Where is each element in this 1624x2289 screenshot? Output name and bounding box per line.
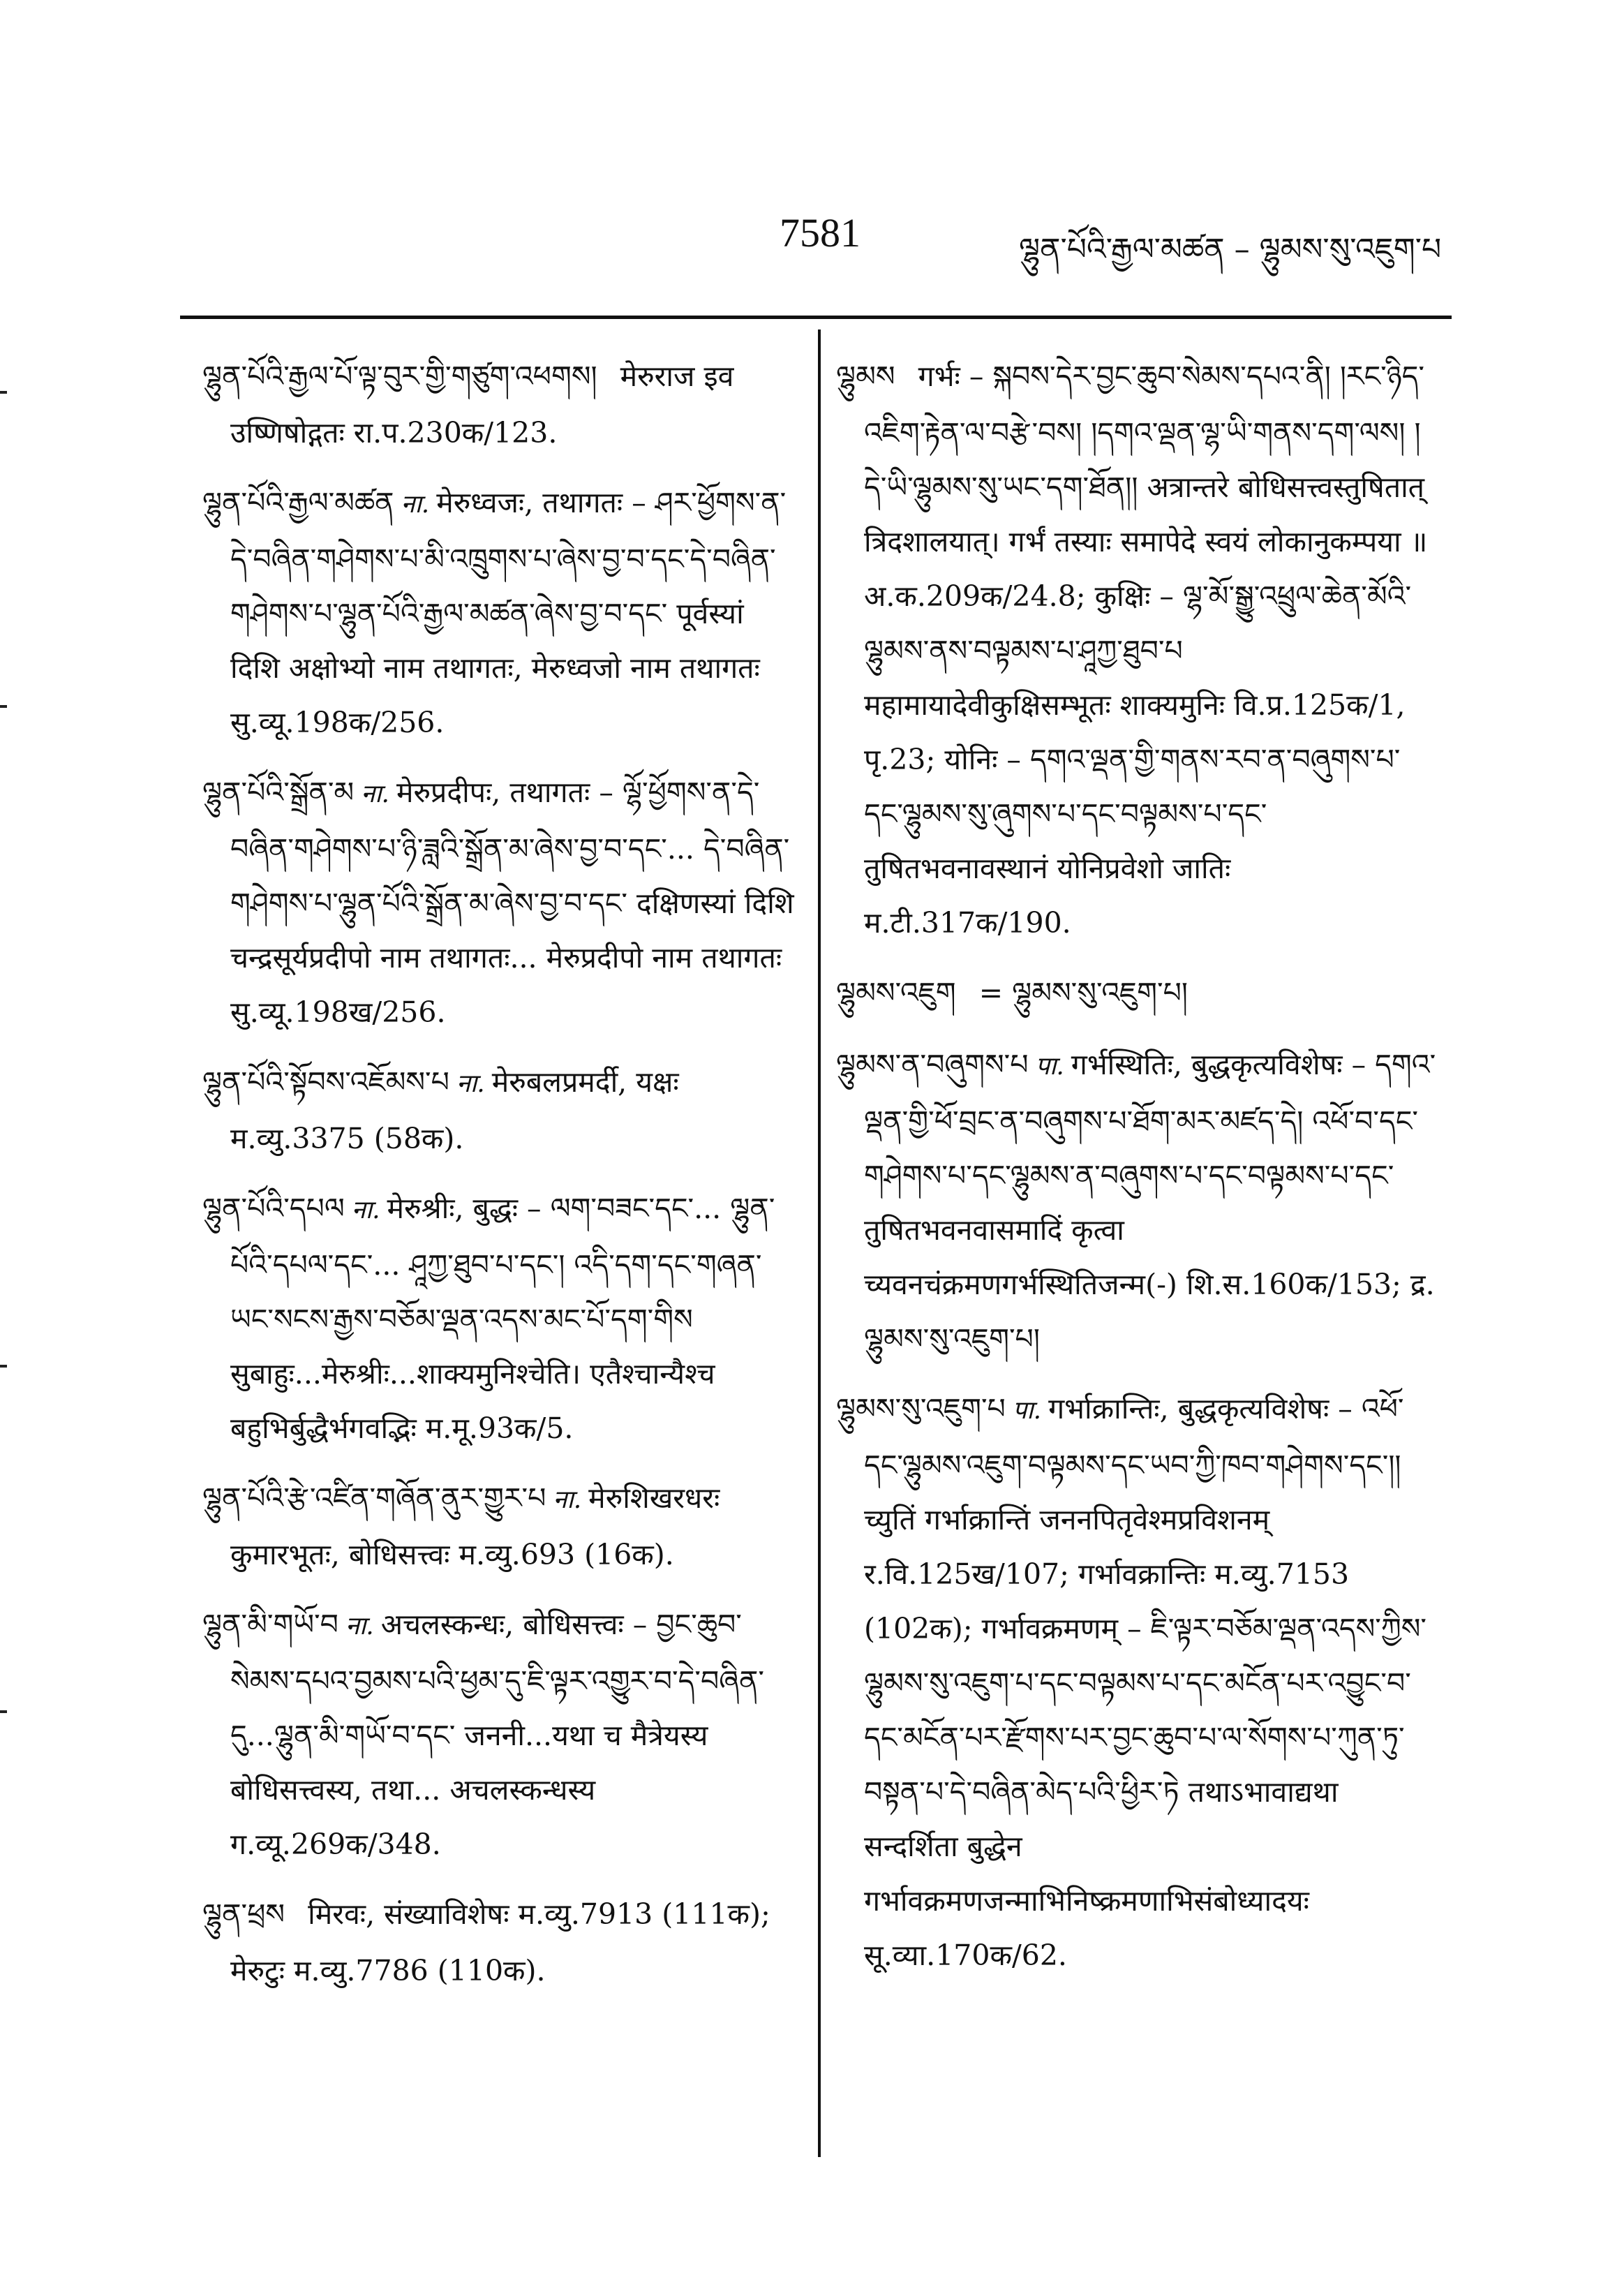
scan-edge-mark: [0, 1710, 7, 1713]
dictionary-entry: [202, 1181, 796, 1455]
entry-headword: ལྷུན་པོའི་སྟོབས་འཇོམས་པ: [202, 1065, 449, 1099]
entry-headword: ལྷུན་པོའི་རྩེ་འཛིན་གཞོན་ནུར་གྱུར་པ: [202, 1481, 546, 1515]
grammar-label: ना.: [345, 1612, 374, 1640]
grammar-label: ना.: [553, 1486, 582, 1514]
dictionary-entry: [202, 349, 796, 460]
entry-headword: ལྷུན་མི་གཡོ་བ: [202, 1608, 338, 1641]
column-divider: [818, 329, 821, 2157]
entry-headword: ལྷུན་པོའི་སྒྲོན་མ: [202, 776, 355, 809]
entry-headword: ལྷུམས་འཇུག: [836, 976, 956, 1009]
entry-headword: ལྷུན་པོའི་རྒྱལ་མཚན: [202, 486, 394, 519]
grammar-label: ना.: [456, 1069, 485, 1098]
dictionary-entry: [202, 475, 796, 750]
entry-headword: ལྷུན་པོའི་རྒྱལ་པོ་ལྟ་བུར་གྱི་གཙུག་འཕགས།: [202, 360, 597, 393]
dictionary-entry: [202, 1055, 796, 1166]
entry-body: गर्भाक्रान्तिः, बुद्धकृत्यविशेषः – འཕོ་དང་ལྷུམས་འཇུག་བལྟམས་དང་ཡབ་ཀྱི་ཁབ་གཤེགས་དང་།། च्युतिं गर्भाक्रान्तिं जननपितृवेश्मप्रविशनम् र.वि.125ख/107; गर्भावक्रान्तिः म.व्यु.7153 (102क); गर्भावक्रमणम् – ཇི་ལྟར་བཅོམ་ལྡན་འདས་ཀྱིས་ལྷུམས་སུ་འཇུག་པ་དང་བལྟམས་པ་དང་མངོན་པར་འབྱུང་བ་དང་མངོན་པར་རྫོགས་པར་བྱང་ཆུབ་པ་ལ་སོགས་པ་ཀུན་ཏུ་བསྟན་པ་དེ་བཞིན་མེད་པའི་ཕྱིར་ཏེ तथाऽभावाद्यथा सन्दर्शिता बुद्धेन गर्भावक्रमणजन्माभिनिष्क्रमणाभिसंबोध्यादयः सू.व्या.170क/62.: [864, 1392, 1427, 1972]
entry-body: मेरुबलप्रमर्दी, यक्षः म.व्यु.3375 (58क).: [230, 1065, 679, 1155]
entry-body: मेरुशिखरधरः कुमारभूतः, बोधिसत्त्वः म.व्यु.693 (16क).: [230, 1481, 720, 1571]
grammar-label: पा.: [1035, 1052, 1064, 1081]
entry-headword: ལྷུམས: [836, 360, 895, 393]
header-rule: [180, 316, 1452, 319]
entry-body: मिरवः, संख्याविशेषः म.व्यु.7913 (111क); मेरुटुः म.व्यु.7786 (110क).: [230, 1897, 770, 1987]
dictionary-entry: [202, 765, 796, 1039]
right-column: [836, 349, 1436, 1998]
dictionary-entry: [202, 1597, 796, 1872]
entry-body: गर्भः – སྐབས་དེར་བྱང་ཆུབ་སེམས་དཔའ་ནི། །རང་ཉིད་འཇིག་རྟེན་ལ་བརྩེ་བས། །དགའ་ལྡན་ལྷ་ཡི་གནས་དག་ལས། །དེ་ཡི་ལྷུམས་སུ་ཡང་དག་ཐོན།། अत्रान्तरे बोधिसत्त्वस्तुषितात् त्रिदशालयात्। गर्भं तस्याः समापेदे स्वयं लोकानुकम्पया ॥ अ.क.209क/24.8; कुक्षिः – ལྷ་མོ་སྒྱུ་འཕྲུལ་ཆེན་མོའི་ལྷུམས་ནས་བལྟམས་པ་ཤཱཀྱ་ཐུབ་པ महामायादेवीकुक्षिसम्भूतः शाक्यमुनिः वि.प्र.125क/1, पृ.23; योनिः – དགའ་ལྡན་གྱི་གནས་རབ་ན་བཞུགས་པ་དང་ལྷུམས་སུ་ཞུགས་པ་དང་བལྟམས་པ་དང་ तुषितभवनावस्थानं योनिप्रवेशो जातिः म.टी.317क/190.: [864, 360, 1428, 940]
entry-body: = ལྷུམས་སུ་འཇུག་པ།: [969, 976, 1189, 1009]
scan-edge-mark: [0, 1365, 7, 1368]
page-number: 7581: [780, 210, 861, 255]
grammar-label: पा.: [1012, 1396, 1042, 1425]
dictionary-entry: [202, 1887, 796, 1998]
page-header: [0, 209, 1624, 265]
scan-edge-mark: [0, 391, 7, 394]
entry-body: मेरुराज इव उष्णिषोद्गतः रा.प.230क/123.: [230, 360, 734, 450]
grammar-label: ना.: [401, 490, 430, 519]
entry-body: मेरुश्रीः, बुद्धः – ལག་བཟང་དང་... ལྷུན་པོའི་དཔལ་དང་... ཤཱཀྱ་ཐུབ་པ་དང་། འདི་དག་དང་གཞན་ཡང་སངས་རྒྱས་བཅོམ་ལྡན་འདས་མང་པོ་དག་གིས सुबाहुः...मेरुश्रीः...शाक्यमुनिश्चेति। एतैश्चान्यैश्च बहुभिर्बुद्धैर्भगवद्भिः म.मू.93क/5.: [230, 1192, 775, 1445]
entry-headword: ལྷུན་ཕྲས: [202, 1897, 285, 1931]
entry-body: अचलस्कन्धः, बोधिसत्त्वः – བྱང་ཆུབ་སེམས་དཔའ་བྱམས་པའི་ཕྱམ་དུ་ཇི་ལྟར་འགྱུར་བ་དེ་བཞིན་དུ...ལྷུན་མི་གཡོ་བ་དང་ जननी...यथा च मैत्रेयस्य बोधिसत्त्वस्य, तथा... अचलस्कन्धस्य ग.व्यू.269क/348.: [230, 1608, 764, 1861]
entry-body: मेरुध्वजः, तथागतः – ཤར་ཕྱོགས་ན་དེ་བཞིན་གཤེགས་པ་མི་འཁྲུགས་པ་ཞེས་བྱ་བ་དང་དེ་བཞིན་གཤེགས་པ་ལྷུན་པོའི་རྒྱལ་མཚན་ཞེས་བྱ་བ་དང་ पूर्वस्यां दिशि अक्षोभ्यो नाम तथागतः, मेरुध्वजो नाम तथागतः सु.व्यू.198क/256.: [230, 486, 787, 739]
dictionary-entry: [836, 965, 1436, 1022]
scan-edge-mark: [0, 705, 7, 708]
entry-headword: ལྷུན་པོའི་དཔལ: [202, 1192, 345, 1225]
entry-headword: ལྷུམས་ན་བཞུགས་པ: [836, 1048, 1029, 1081]
dictionary-entry: [836, 349, 1436, 950]
dictionary-entry: [836, 1037, 1436, 1366]
entry-body: मेरुप्रदीपः, तथागतः – ལྷོ་ཕྱོགས་ན་དེ་བཞིན་གཤེགས་པ་ཉི་ཟླའི་སྒྲོན་མ་ཞེས་བྱ་བ་དང་... དེ་བཞིན་གཤེགས་པ་ལྷུན་པོའི་སྒྲོན་མ་ཞེས་བྱ་བ་དང་ दक्षिणस्यां दिशि चन्द्रसूर्यप्रदीपो नाम तथागतः... मेरुप्रदीपो नाम तथागतः सु.व्यू.198ख/256.: [230, 776, 794, 1029]
grammar-label: ना.: [361, 780, 389, 808]
running-head: ལྷུན་པོའི་རྒྱལ་མཚན – ལྷུམས་སུ་འཇུག་པ: [1019, 232, 1442, 267]
entry-body: गर्भस्थितिः, बुद्धकृत्यविशेषः – དགའ་ལྡན་གྱི་ཕོ་བྲང་ན་བཞུགས་པ་ཐོག་མར་མཛད་དེ། འཕོ་བ་དང་གཤེགས་པ་དང་ལྷུམས་ན་བཞུགས་པ་དང་བལྟམས་པ་དང་ तुषितभवनवासमादिं कृत्वा च्यवनचंक्रमणगर्भस्थितिजन्म(-) शि.स.160क/153; द्र. ལྷུམས་སུ་འཇུག་པ།: [864, 1048, 1436, 1356]
left-column: [202, 349, 796, 2013]
grammar-label: ना.: [351, 1196, 380, 1224]
dictionary-entry: [836, 1381, 1436, 1983]
entry-headword: ལྷུམས་སུ་འཇུག་པ: [836, 1392, 1006, 1425]
dictionary-entry: [202, 1471, 796, 1582]
